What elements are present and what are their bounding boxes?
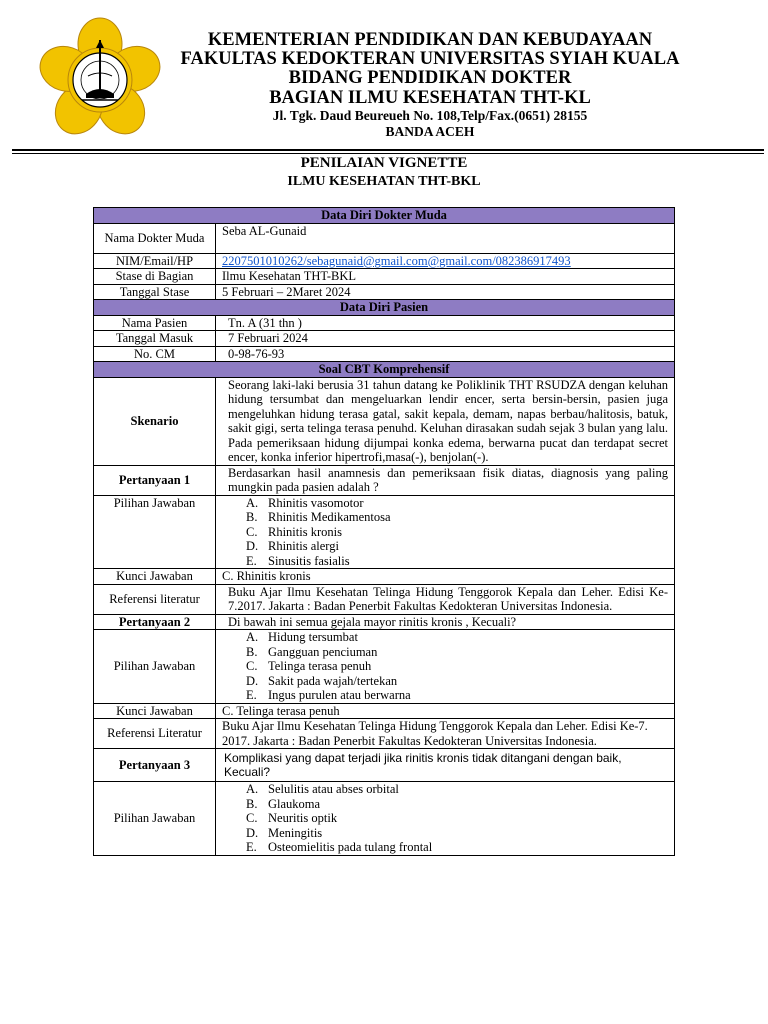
university-logo — [36, 14, 164, 142]
option-item: B. Gangguan penciuman — [246, 644, 378, 659]
label-pertanyaan-3: Pertanyaan 3 — [94, 749, 216, 782]
label-no-cm: No. CM — [94, 346, 216, 362]
option-item: E. Osteomielitis pada tulang frontal — [246, 840, 433, 854]
referensi-1-text: Buku Ajar Ilmu Kesehatan Telinga Hidung Tenggorok Kepala dan Leher. Edisi Ke-7.2017. Jakarta : Badan Penerbit Fakultas Kedokteran Universitas Indonesia. — [216, 584, 675, 614]
label-pertanyaan-1: Pertanyaan 1 — [94, 465, 216, 495]
label-kunci-1: Kunci Jawaban — [94, 569, 216, 585]
ministry-heading: KEMENTERIAN PENDIDIKAN DAN KEBUDAYAAN — [207, 30, 653, 50]
option-item: C. Neuritis optik — [246, 811, 338, 825]
value-nama-dokter: Seba AL-Gunaid — [216, 223, 675, 253]
value-tanggal-masuk: 7 Februari 2024 — [216, 331, 675, 347]
options-list-2 — [222, 630, 668, 703]
label-pilihan-1: Pilihan Jawaban — [94, 495, 216, 569]
row-pilihan-3 — [94, 782, 675, 856]
option-item: E. Sinusitis fasialis — [246, 553, 350, 568]
skenario-text: Seorang laki-laki berusia 31 tahun datang ke Poliklinik THT RSUDZA dengan keluhan hidung tersumbat dan mengeluarkan lendir encer, serta bersin-bersin, pasien juga mengeluhkan hidung terasa gatal, sakit kepala, demam, napas berbau/halitosis, batuk, sakit gigi, serta telinga terasa penuhd. Keluhan dirasakan sudah sejak 3 bulan yang lalu. Pada pemeriksaan hidung dijumpai konka edema, berwarna pucat dan terdapat secret encer, konka inferior hipertrofi,masa(-), benjolan(-). — [216, 377, 675, 465]
row-tanggal-stase — [94, 284, 675, 300]
address: Jl. Tgk. Daud Beureueh No. 108,Telp/Fax.(0651) 28155 — [272, 108, 588, 123]
document-subtitle: ILMU KESEHATAN THT-BKL — [287, 174, 481, 189]
option-item: B. Rhinitis Medikamentosa — [246, 510, 391, 524]
header-rule — [12, 149, 764, 151]
section-header-dokter: Data Diri Dokter Muda — [94, 208, 675, 224]
label-referensi-2: Referensi Literatur — [94, 719, 216, 749]
option-item: B. Glaukoma — [246, 796, 321, 811]
row-nama-pasien — [94, 315, 675, 331]
row-pilihan-1 — [94, 495, 675, 569]
label-nama-dokter: Nama Dokter Muda — [94, 223, 216, 253]
row-kunci-2 — [94, 703, 675, 719]
option-item: D. Sakit pada wajah/tertekan — [246, 673, 398, 688]
option-item: C. Rhinitis kronis — [246, 524, 342, 539]
label-tanggal-masuk: Tanggal Masuk — [94, 331, 216, 347]
label-pertanyaan-2: Pertanyaan 2 — [94, 614, 216, 630]
option-item: D. Meningitis — [246, 825, 323, 840]
contact-link[interactable]: 2207501010262/sebagunaid@gmail.com@gmail.com/082386917493 — [222, 253, 571, 268]
value-stase: Ilmu Kesehatan THT-BKL — [216, 269, 675, 285]
pertanyaan-1-text: Berdasarkan hasil anamnesis dan pemeriksaan fisik diatas, diagnosis yang paling mungkin pada pasien adalah ? — [216, 465, 675, 495]
document-title: PENILAIAN VIGNETTE — [300, 155, 468, 171]
label-referensi-1: Referensi literatur — [94, 584, 216, 614]
row-tanggal-masuk — [94, 331, 675, 347]
value-tanggal-stase: 5 Februari – 2Maret 2024 — [216, 284, 675, 300]
options-list-3 — [222, 782, 668, 855]
kunci-2-value: C. Telinga terasa penuh — [216, 703, 675, 719]
label-nama-pasien: Nama Pasien — [94, 315, 216, 331]
label-skenario: Skenario — [94, 377, 216, 465]
city: BANDA ACEH — [385, 124, 475, 139]
row-pertanyaan-2 — [94, 614, 675, 630]
pertanyaan-3-text: Komplikasi yang dapat terjadi jika rinitis kronis tidak ditangani dengan baik, Kecuali? — [216, 749, 675, 782]
value-no-cm: 0-98-76-93 — [216, 346, 675, 362]
option-item: E. Ingus purulen atau berwarna — [246, 688, 411, 702]
row-pertanyaan-1 — [94, 465, 675, 495]
header-rule-thin — [12, 153, 764, 154]
row-pilihan-2 — [94, 630, 675, 704]
row-referensi-2 — [94, 719, 675, 749]
option-item: A. Hidung tersumbat — [246, 630, 358, 644]
faculty-heading: FAKULTAS KEDOKTERAN UNIVERSITAS SYIAH KUALA — [180, 49, 680, 69]
program-heading: BIDANG PENDIDIKAN DOKTER — [288, 68, 572, 88]
row-nim — [94, 253, 675, 269]
value-nama-pasien: Tn. A (31 thn ) — [216, 315, 675, 331]
kunci-1-value: C. Rhinitis kronis — [216, 569, 675, 585]
row-nama-dokter — [94, 223, 675, 253]
label-stase: Stase di Bagian — [94, 269, 216, 285]
pertanyaan-2-text: Di bawah ini semua gejala mayor rinitis kronis , Kecuali? — [216, 614, 675, 630]
assessment-table — [93, 207, 675, 856]
label-pilihan-2: Pilihan Jawaban — [94, 630, 216, 704]
referensi-2-text: Buku Ajar Ilmu Kesehatan Telinga Hidung Tenggorok Kepala dan Leher. Edisi Ke-7. 2017. Jakarta : Badan Penerbit Fakultas Kedokteran Universitas Indonesia. — [216, 719, 675, 749]
row-skenario — [94, 377, 675, 465]
option-item: D. Rhinitis alergi — [246, 539, 339, 553]
section-header-pasien: Data Diri Pasien — [94, 300, 675, 316]
row-kunci-1 — [94, 569, 675, 585]
option-item: A. Selulitis atau abses orbital — [246, 782, 399, 796]
row-no-cm — [94, 346, 675, 362]
row-pertanyaan-3 — [94, 749, 675, 782]
section-header-soal: Soal CBT Komprehensif — [94, 362, 675, 378]
department-heading: BAGIAN ILMU KESEHATAN THT-KL — [269, 88, 591, 108]
label-tanggal-stase: Tanggal Stase — [94, 284, 216, 300]
option-item: A. Rhinitis vasomotor — [246, 495, 364, 510]
label-nim: NIM/Email/HP — [94, 253, 216, 269]
option-item: C. Telinga terasa penuh — [246, 659, 372, 673]
row-stase — [94, 269, 675, 285]
row-referensi-1 — [94, 584, 675, 614]
options-list-1 — [222, 496, 668, 569]
label-pilihan-3: Pilihan Jawaban — [94, 782, 216, 856]
label-kunci-2: Kunci Jawaban — [94, 703, 216, 719]
